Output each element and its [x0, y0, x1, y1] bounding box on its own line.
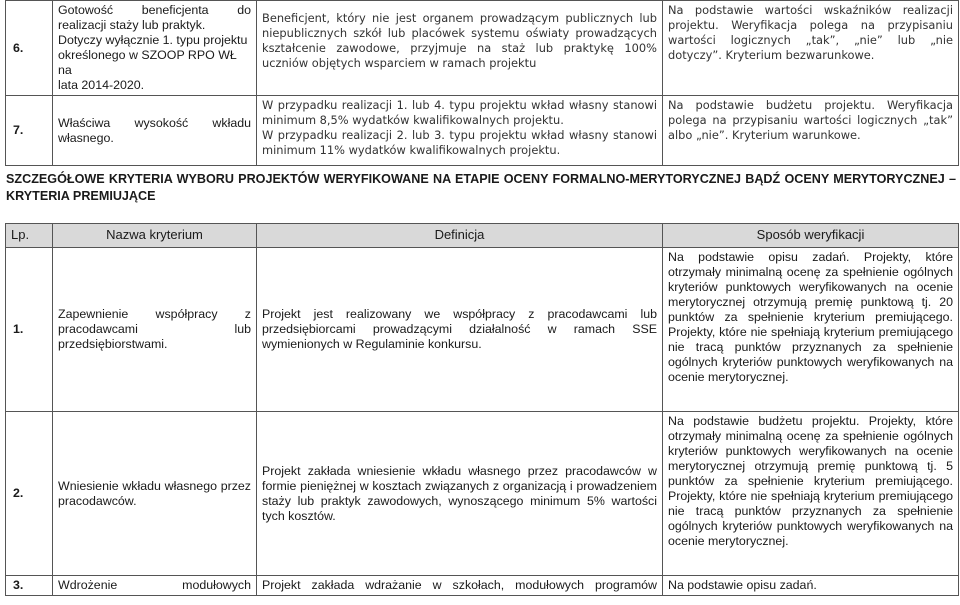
criterion-definition: Projekt zakłada wniesienie wkładu własnego przez pracodawców w formie pieniężnej w kosztach związanych z organizacją i prowadzeniem staży lub praktyk zawodowych, wynoszącego minimum 5% wartości tych kosztów. — [257, 412, 663, 576]
column-header-name: Nazwa kryterium — [53, 224, 257, 248]
criterion-name: Zapewnienie współpracy z pracodawcami lub przedsiębiorstwami. — [53, 248, 257, 412]
section-heading: SZCZEGÓŁOWE KRYTERIA WYBORU PROJEKTÓW WERYFIKOWANE NA ETAPIE OCENY FORMALNO-MERYTORYCZNEJ BĄDŹ OCENY MERYTORYCZNEJ – KRYTERIA PREMIUJĄCE — [6, 172, 956, 203]
criterion-name: Wniesienie wkładu własnego przez pracodawców. — [53, 412, 257, 576]
table-row — [6, 1, 959, 96]
criterion-name-line: własnego. — [58, 130, 114, 145]
criterion-name-line: realizacji staży lub praktyk. — [58, 18, 206, 32]
premium-criteria-table — [5, 223, 959, 596]
criterion-verification: Na podstawie wartości wskaźników realizacji projektu. Weryfikacja polega na przypisaniu wartości logicznych „tak”, „nie” lub „nie dotyczy”. Kryterium bezwarunkowe. — [663, 1, 959, 96]
criterion-definition — [257, 96, 663, 166]
column-header-verification: Sposób weryfikacji — [663, 224, 959, 248]
criterion-definition: Projekt jest realizowany we współpracy z pracodawcami lub przedsiębiorcami prowadzącymi działalność w ramach SSE wymienionych w Regulaminie konkursu. — [257, 248, 663, 412]
criterion-verification: Na podstawie budżetu projektu. Weryfikacja polega na przypisaniu wartości logicznych „tak” albo „nie”. Kryterium warunkowe. — [663, 96, 959, 166]
table-row — [6, 576, 959, 596]
column-header-lp: Lp. — [6, 224, 53, 248]
definition-line: W przypadku realizacji 2. lub 3. typu projektu wkład własny stanowi minimum 11% wydatków kwalifikowalnych projektu. — [262, 128, 657, 157]
criterion-definition: Beneficjent, który nie jest organem prowadzącym publicznych lub niepublicznych szkół lub placówek systemu oświaty prowadzących kształcenie zawodowe, przyjmuje na staż lub praktykę 100% uczniów objętych wsparciem w ramach projektu — [257, 1, 663, 96]
criterion-definition: Projekt zakłada wdrażanie w szkołach, modułowych programów — [257, 576, 663, 596]
row-number: 6. — [6, 1, 53, 96]
criterion-name — [53, 96, 257, 166]
criterion-name — [53, 1, 257, 96]
eligibility-criteria-table — [5, 0, 959, 166]
criterion-name: Wdrożenie modułowych — [53, 576, 257, 596]
row-number: 7. — [6, 96, 53, 166]
criterion-name-line: Dotyczy wyłącznie 1. typu projektu — [58, 33, 248, 47]
criterion-name-line: Gotowość beneficjenta do — [58, 3, 251, 17]
row-number: 2. — [6, 412, 53, 576]
criterion-name-line: określonego w SZOOP RPO WŁ na — [58, 48, 237, 77]
table-row — [6, 96, 959, 166]
criterion-name-line: Właściwa wysokość wkładu — [58, 115, 251, 130]
definition-line: W przypadku realizacji 1. lub 4. typu projektu wkład własny stanowi minimum 8,5% wydatków kwalifikowalnych projektu. — [262, 98, 657, 127]
criterion-verification: Na podstawie budżetu projektu. Projekty, które otrzymały minimalną ocenę za spełnienie ogólnych kryteriów punktowych weryfikowanych na ocenie merytorycznej otrzymują premię punktową tj. 5 punktów za spełnienie kryterium premiującego. Projekty, które nie spełniają kryterium premiującego nie tracą punktów przyznanych za spełnienie ogólnych kryteriów punktowych weryfikowanych na ocenie merytorycznej. — [663, 412, 959, 576]
column-header-definition: Definicja — [257, 224, 663, 248]
row-number: 1. — [6, 248, 53, 412]
criterion-name-line: lata 2014-2020. — [58, 78, 145, 92]
criterion-verification: Na podstawie opisu zadań. — [663, 576, 959, 596]
table-header-row — [6, 224, 959, 248]
row-number: 3. — [6, 576, 53, 596]
table-row — [6, 412, 959, 576]
table-row — [6, 248, 959, 412]
criterion-verification: Na podstawie opisu zadań. Projekty, które otrzymały minimalną ocenę za spełnienie ogólnych kryteriów punktowych weryfikowanych na ocenie merytorycznej otrzymują premię punktową tj. 20 punktów za spełnienie kryterium premiującego. Projekty, które nie spełniają kryterium premiującego nie tracą punktów przyznanych za spełnienie ogólnych kryteriów punktowych weryfikowanych na ocenie merytorycznej. — [663, 248, 959, 412]
